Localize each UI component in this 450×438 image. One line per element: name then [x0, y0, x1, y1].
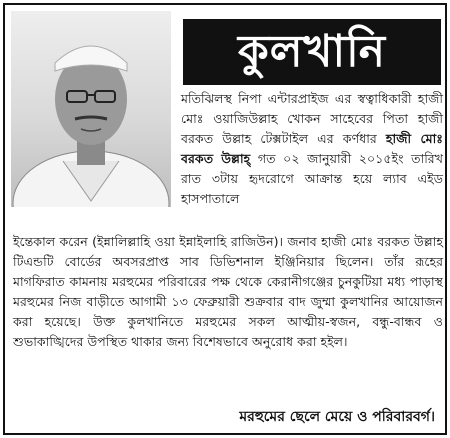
deceased-name: হাজী মোঃ বরকত উল্লাহ্: [181, 131, 443, 166]
intro-paragraph: [181, 89, 443, 209]
intro-text-part2: গত ০২ জানুয়ারী ২০১৫ইং তারিখ রাত ৩টায় হৃদরোগে আক্রান্ত হয়ে ল্যাব এইড হাসপাতালে: [181, 151, 443, 206]
portrait-photo: [11, 11, 171, 207]
intro-text-part1: মতিঝিলস্থ নিপা এন্টারপ্রাইজ এর স্বত্বাধিকারী হাজী মোঃ ওয়াজিউল্লাহ খোকন সাহেবের পিতা হাজী বরকত উল্লাহ টেক্সটাইল এর কর্ণধার: [181, 91, 443, 146]
obituary-notice: [3, 3, 447, 435]
signature-line: মরহুমের ছেলে মেয়ে ও পরিবারবর্গ।: [239, 409, 435, 425]
body-paragraph: ইন্তেকাল করেন (ইন্নালিল্লাহি ওয়া ইন্নাইলাহি রাজিউন)। জনাব হাজী মোঃ বরকত উল্লাহ টিএন্ডটি বোর্ডের অবসরপ্রাপ্ত সাব ডিভিশনাল ইঞ্জিনিয়ার ছিলেন। তাঁর রূহের মাগফিরাত কামনায় মরহুমের পরিবারের পক্ষ থেকে কেরানীগঞ্জের চুনকুটিয়া মধ্য পাড়াস্থ মরহুমের নিজ বাড়ীতে আগামী ১৩ ফেব্রুয়ারী শুক্রবার বাদ জুম্মা কুলখানির আয়োজন করা হয়েছে। উক্ত কুলখানিতে মরহুমের সকল আত্মীয়-স্বজন, বন্ধু-বান্ধব ও শুভাকাঙ্খিদের উপস্থিত থাকার জন্য বিশেষভাবে অনুরোধ করা হইল।: [13, 234, 443, 349]
portrait-illustration: [11, 11, 171, 207]
headline: কুলখানি: [183, 19, 441, 85]
